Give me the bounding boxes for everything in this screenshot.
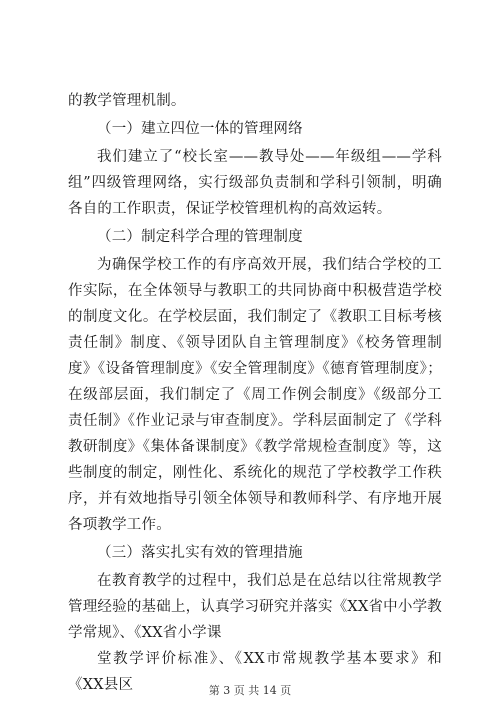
paragraph-management-measures: 在教育教学的过程中，我们总是在总结以往常规教学管理经验的基础上，认真学习研究并落实《XX省中小学教学常规》、《XX省小学课 bbox=[68, 573, 442, 641]
section-heading-3: （三）落实扎实有效的管理措施 bbox=[97, 545, 303, 561]
paragraph-standards: 堂教学评价标准》、《XX市常规教学基本要求》和《XX县区 bbox=[68, 651, 442, 693]
paragraph-management-system: 为确保学校工作的有序高效开展，我们结合学校的工作实际，在全体领导与教职工的共同协商中积极营造学校的制度文化。在学校层面，我们制定了《教职工目标考核责任制》制度、《领导团队自主管理制度》《校务管理制度》《设备管理制度》《安全管理制度》《德育管理制度》；在级部层面，我们制定了《周工作例会制度》《级部分工责任制》《作业记录与审查制度》。学科层面制定了《学科教研制度》《集体备课制度》《教学常规检查制度》等，这些制度的制定，刚性化、系统化的规范了学校教学工作秩序，并有效地指导引领全体领导和教师科学、有序地开展各项教学工作。 bbox=[68, 257, 442, 533]
document-body bbox=[68, 88, 442, 698]
paragraph-continuation: 的教学管理机制。 bbox=[68, 93, 186, 109]
section-heading-2: （二）制定科学合理的管理制度 bbox=[97, 229, 303, 245]
page-footer: 第 3 页 共 14 页 bbox=[208, 684, 292, 697]
paragraph-management-network: 我们建立了“校长室——教导处——年级组——学科组”四级管理网络，实行级部负责制和学科引领制，明确各自的工作职责，保证学校管理机构的高效运转。 bbox=[68, 149, 442, 217]
section-heading-1: （一）建立四位一体的管理网络 bbox=[97, 121, 303, 137]
